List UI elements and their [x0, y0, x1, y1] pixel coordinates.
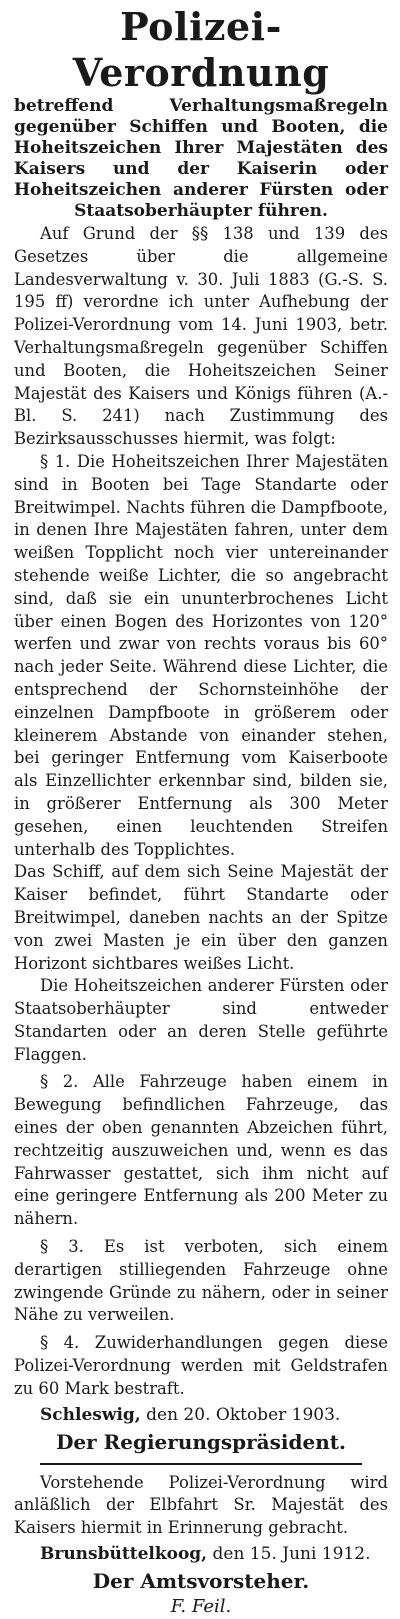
signature-regierungspraesident: Der Regierungspräsident.	[56, 1429, 346, 1454]
date-place: Brunsbüttelkoog,	[40, 1544, 208, 1565]
date-line-brunsbuettelkoog	[14, 1542, 388, 1567]
reminder-paragraph: Vorstehende Polizei-Verordnung wird anläßlich der Elbfahrt Sr. Majestät des Kaisers hiermit in Erinnerung gebracht.	[14, 1472, 388, 1538]
section-1-paragraph: § 1. Die Hoheitszeichen Ihrer Majestäten sind in Booten bei Tage Standarte oder Breitwimpel. Nachts führen die Dampfboote, in denen Ihre Majestäten fahren, unter dem weißen Topplicht noch vier untereinander stehende weiße Lichter, die so angebracht sind, daß sie ein ununterbrochenes Licht über einen Bogen des Horizontes von 120° werfen und zwar von rechts voraus bis 60° nach jeder Seite. Während diese Lichter, die entsprechend der Schornsteinhöhe der einzelnen Dampfboote in größerem oder kleinerem Abstande von einander stehen, bei geringer Entfernung vom Kaiserboote als Einzellichter erkennbar sind, bilden sie, in größerer Entfernung als 300 Meter gesehen, einen leuchtenden Streifen unterhalb des Topplichtes.	[14, 451, 388, 859]
date-text: den 20. Oktober 1903.	[146, 1404, 341, 1425]
intro-paragraph: Auf Grund der §§ 138 und 139 des Gesetzes über die allgemeine Landesverwaltung v. 30. Juli 1883 (G.-S. S. 195 ff) verordne ich unter Aufhebung der Polizei-Verordnung vom 14. Juni 1903, betr. Verhaltungsmaßregeln gegenüber Schiffen und Booten, die Hoheitszeichen Seiner Majestät des Kaisers und Königs führen (A.-Bl. S. 241) nach Zustimmung des Bezirksausschusses hiermit, was folgt:	[14, 224, 388, 449]
other-sovereigns-paragraph: Die Hoheitszeichen anderer Fürsten oder Staatsoberhäupter sind entweder Standarten oder an deren Stelle geführte Flaggen.	[14, 976, 388, 1064]
section-4-paragraph: § 4. Zuwiderhandlungen gegen diese Polizei-Verordnung werden mit Geldstrafen zu 60 Mark bestraft.	[14, 1333, 388, 1398]
signature-amtsvorsteher: Der Amtsvorsteher.	[92, 1569, 310, 1594]
divider-rule	[40, 1463, 362, 1465]
date-line-schleswig	[14, 1403, 388, 1428]
notice-subtitle: betreffend Verhaltungsmaßregeln gegenüber Schiffen und Booten, die Hoheitszeichen Ihrer Majestäten des Kaisers und der Kaiserin oder Hoheitszeichen anderer Fürsten oder Staatsoberhäupter führen.	[14, 96, 388, 221]
ship-paragraph: Das Schiff, auf dem sich Seine Majestät der Kaiser befindet, führt Standarte oder Breitwimpel, daneben nachts an der Spitze von zwei Masten je ein über den ganzen Horizont sichtbares weißes Licht.	[14, 862, 388, 973]
date-text: den 15. Juni 1912.	[212, 1544, 371, 1565]
signatory-name: F. Feil.	[170, 1596, 232, 1618]
section-3-paragraph: § 3. Es ist verboten, sich einem derartigen stilliegenden Fahrzeuge ohne zwingende Gründe zu nähern, oder in seiner Nähe zu verweilen.	[14, 1237, 388, 1325]
section-2-paragraph: § 2. Alle Fahrzeuge haben einem in Bewegung befindlichen Fahrzeuge, das eines der oben genannten Abzeichen führt, rechtzeitig auszuweichen und, wenn es das Fahrwasser gestattet, sich ihm nicht auf eine geringere Entfernung als 200 Meter zu nähern.	[14, 1072, 388, 1229]
date-place: Schleswig,	[40, 1404, 141, 1425]
notice-title: Polizei-Verordnung	[72, 4, 330, 95]
